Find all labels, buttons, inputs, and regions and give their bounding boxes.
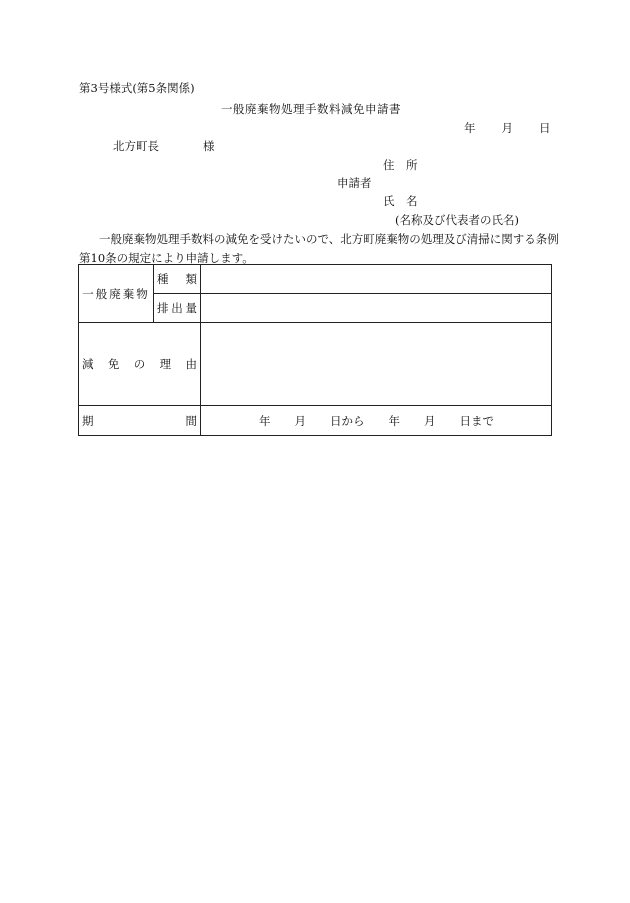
- date-year: 年: [464, 121, 476, 135]
- addressee: [113, 138, 215, 154]
- amount-label-cell: [154, 294, 201, 323]
- reason-label-cell: [79, 323, 201, 406]
- reason-label-char: 免: [107, 357, 120, 371]
- period-day-from: 日から: [330, 413, 365, 428]
- amount-label-char: 量: [185, 301, 197, 315]
- reason-label-char: の: [133, 357, 146, 371]
- request-statement: [79, 230, 559, 268]
- reason-label-char: 理: [159, 357, 172, 371]
- category-cell: 一般廃棄物: [79, 265, 154, 323]
- period-day-to: 日まで: [459, 413, 494, 428]
- name-note: (名称及び代表者の氏名): [395, 213, 519, 227]
- period-label-char: 間: [185, 413, 197, 428]
- type-label-cell: [154, 265, 201, 294]
- table-row-type: [79, 265, 552, 294]
- table-row-period: [79, 406, 552, 436]
- name-label: 氏 名: [383, 194, 418, 208]
- address-label: 住 所: [383, 158, 418, 172]
- applicant-label: 申請者: [337, 176, 372, 190]
- period-label-cell: [79, 406, 201, 436]
- date-line: [464, 120, 551, 136]
- reason-value-field[interactable]: [201, 323, 552, 406]
- amount-value-field[interactable]: [201, 294, 552, 323]
- type-label-char: 類: [185, 272, 197, 286]
- reason-label-char: 減: [82, 357, 94, 371]
- addressee-honorific: 様: [203, 139, 215, 153]
- amount-label-char: 排: [157, 301, 169, 315]
- period-month-from: 月: [294, 413, 306, 428]
- period-month-to: 月: [424, 413, 436, 428]
- table-row-reason: [79, 323, 552, 406]
- date-month: 月: [501, 121, 513, 135]
- period-year-to: 年: [388, 413, 400, 428]
- application-table: [78, 264, 552, 436]
- type-value-field[interactable]: [201, 265, 552, 294]
- form-number: 第3号様式(第5条関係): [79, 81, 195, 95]
- period-year-from: 年: [259, 413, 271, 428]
- amount-label-char: 出: [171, 301, 183, 315]
- reason-label-char: 由: [185, 357, 197, 371]
- type-label-char: 種: [157, 272, 169, 286]
- addressee-name: 北方町長: [113, 139, 159, 153]
- period-value-field[interactable]: [201, 406, 552, 436]
- document-title: 一般廃棄物処理手数料減免申請書: [221, 102, 401, 116]
- period-label-char: 期: [82, 413, 94, 428]
- date-day: 日: [539, 121, 551, 135]
- request-statement-text: 一般廃棄物処理手数料の減免を受けたいので、北方町廃棄物の処理及び清掃に関する条例第10条の規定により申請します。: [79, 232, 559, 265]
